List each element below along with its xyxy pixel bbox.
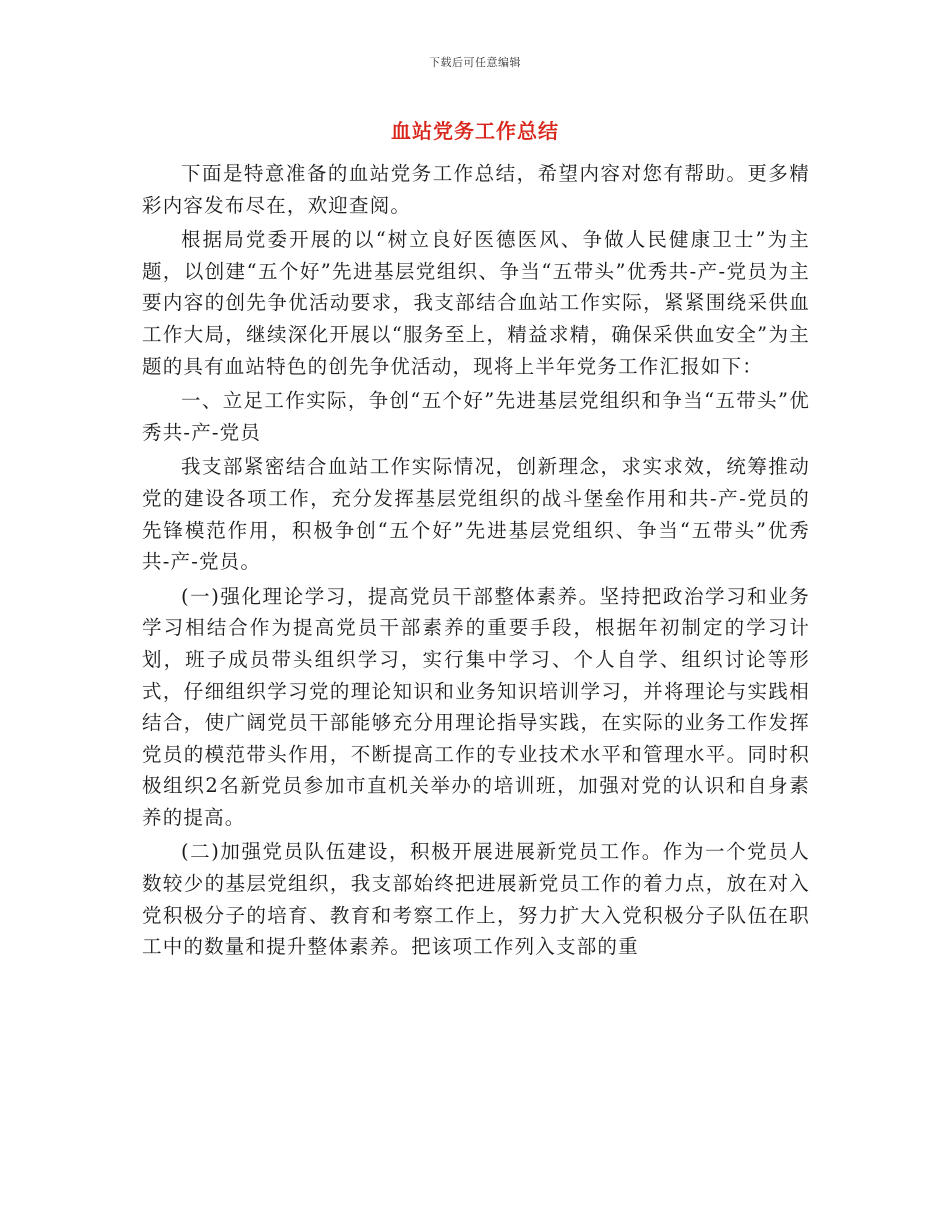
document-body (142, 158, 810, 966)
section-heading-1: 一、立足工作实际，争创“五个好”先进基层党组织和争当“五带头”优秀共-产-党员 (142, 389, 810, 444)
paragraph-section-1: 我支部紧密结合血站工作实际情况，创新理念，求实求效，统筹推动党的建设各项工作，充分发挥基层党组织的战斗堡垒作用和共-产-党员的先锋模范作用，积极争创“五个好”先进基层党组织、争当“五带头”优秀共-产-党员。 (142, 455, 810, 574)
paragraph-subsection-2: (二)加强党员队伍建设，积极开展进展新党员工作。作为一个党员人数较少的基层党组织，我支部始终把进展新党员工作的着力点，放在对入党积极分子的培育、教育和考察工作上，努力扩大入党积极分子队伍在职工中的数量和提升整体素养。把该项工作列入支部的重 (142, 840, 810, 959)
paragraph-background: 根据局党委开展的以“树立良好医德医风、争做人民健康卫士”为主题，以创建“五个好”先进基层党组织、争当“五带头”优秀共-产-党员为主要内容的创先争优活动要求，我支部结合血站工作实际，紧紧围绕采供血工作大局，继续深化开展以“服务至上，精益求精，确保采供血安全”为主题的具有血站特色的创先争优活动，现将上半年党务工作汇报如下： (142, 228, 810, 378)
document-title: 血站党务工作总结 (391, 119, 559, 143)
paragraph-subsection-1: (一)强化理论学习，提高党员干部整体素养。坚持把政治学习和业务学习相结合作为提高党员干部素养的重要手段，根据年初制定的学习计划，班子成员带头组织学习，实行集中学习、个人自学、组织讨论等形式，仔细组织学习党的理论知识和业务知识培训学习，并将理论与实践相结合，使广阔党员干部能够充分用理论指导实践，在实际的业务工作发挥党员的模范带头作用，不断提高工作的专业技术水平和管理水平。同时积极组织2名新党员参加市直机关举办的培训班，加强对党的认识和自身素养的提高。 (142, 584, 810, 829)
header-note: 下载后可任意编辑 (429, 56, 521, 69)
paragraph-intro: 下面是特意准备的血站党务工作总结，希望内容对您有帮助。更多精彩内容发布尽在，欢迎查阅。 (142, 162, 810, 217)
